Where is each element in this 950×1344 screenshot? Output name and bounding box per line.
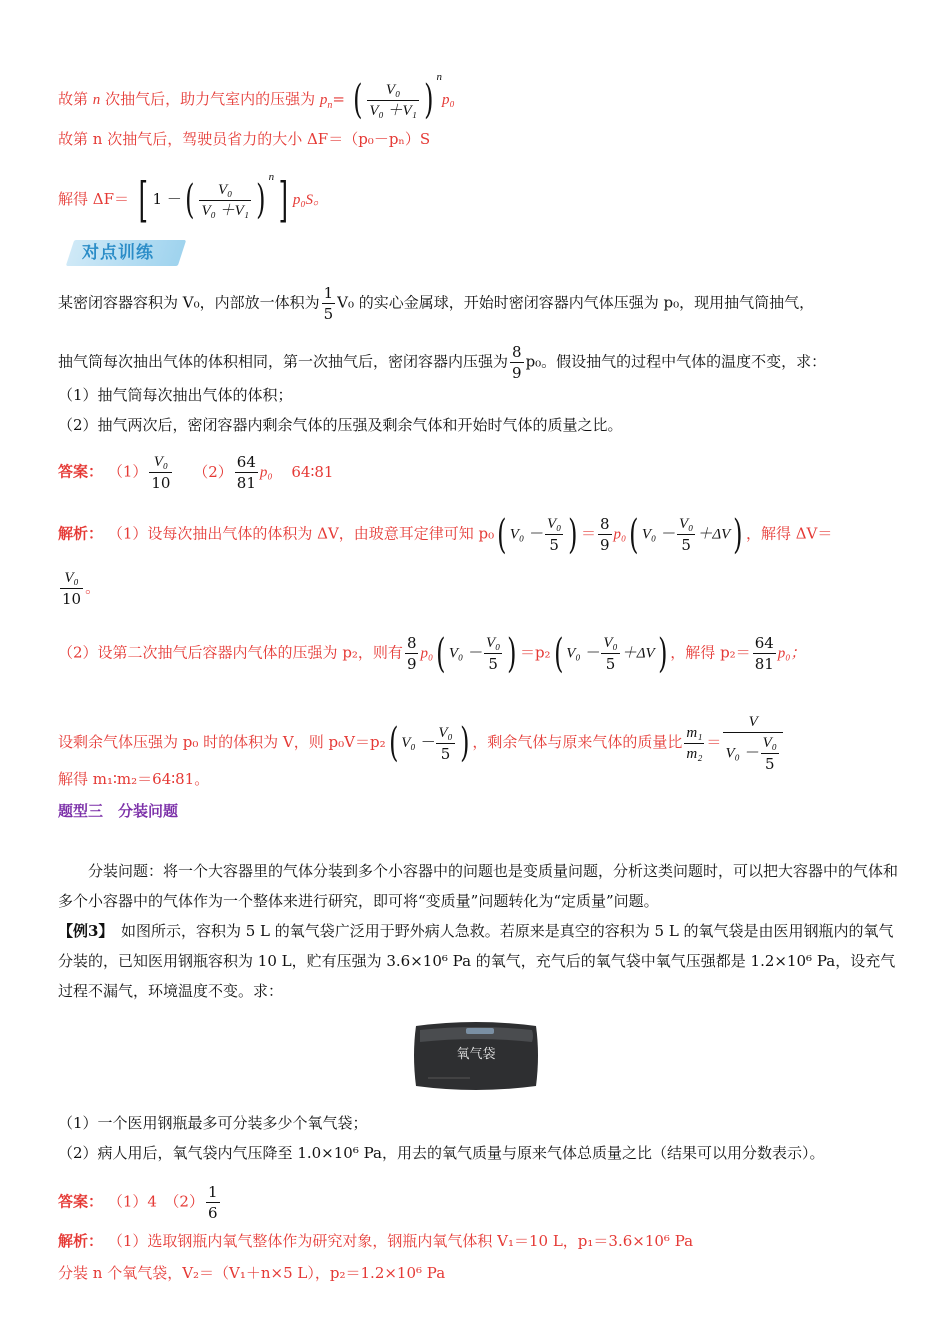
- answer-label: 答案: [58, 462, 89, 481]
- denominator: 6: [207, 1204, 218, 1222]
- ratio: 64∶81: [291, 462, 334, 481]
- numerator: 8: [406, 634, 417, 652]
- fraction: [484, 633, 502, 674]
- numerator: V₀: [603, 635, 618, 651]
- var-p0: p₀: [259, 464, 273, 481]
- numerator: m₁: [686, 724, 703, 741]
- example-tag: 【例3】: [58, 922, 106, 940]
- colon: ：: [88, 462, 104, 481]
- fraction: [206, 1182, 220, 1223]
- question-4: （2）病人用后，氧气袋内气压降至 1.0×10⁶ Pa，用去的氧气质量与原来气体总质量之比（结果可以用分数表示）。: [58, 1144, 825, 1162]
- text: V₀ －: [566, 645, 600, 662]
- text: ＝p₂: [519, 643, 551, 662]
- derivation-line-2: 故第 n 次抽气后，驾驶员省力的大小 ΔF＝（p₀－pₙ）S: [58, 130, 431, 148]
- fraction: [598, 514, 612, 555]
- fraction: [510, 342, 524, 383]
- text: ＋ΔV: [697, 526, 731, 543]
- right-paren: ): [568, 511, 578, 558]
- numerator: V₀: [153, 454, 169, 470]
- right-paren: ): [507, 630, 517, 677]
- denominator: 5: [484, 653, 502, 674]
- right-bracket: ]: [278, 172, 289, 228]
- text: 故第: [58, 90, 89, 108]
- numerator: 1: [323, 284, 334, 302]
- fraction: [436, 723, 454, 764]
- text: p₀；: [777, 645, 806, 662]
- analysis-line-2: [58, 568, 100, 609]
- section-heading: 题型三 分装问题: [58, 802, 179, 820]
- fraction: [199, 180, 251, 221]
- left-paren: (: [497, 511, 507, 558]
- colon: ：: [88, 1192, 104, 1211]
- denominator: 10: [151, 474, 171, 492]
- numerator: 8: [512, 343, 522, 361]
- numerator: V₀: [385, 81, 401, 98]
- left-paren: (: [352, 77, 363, 123]
- question-2: （2）抽气两次后，密闭容器内剩余气体的压强及剩余气体和开始时气体的质量之比。: [58, 416, 623, 434]
- text: ，解得 p₂＝: [670, 643, 751, 662]
- fraction: [723, 712, 783, 774]
- problem-line-2: [58, 342, 826, 383]
- intro-paragraph: 分装问题：将一个大容器里的气体分装到多个小容器中的问题也是变质量问题，分析这类问题时，可以把大容器中的气体和多个小容器中的气体作为一个整体来进行研究，即可将“变质量”问题转化为“定质量”问题。: [58, 862, 899, 910]
- numerator: 64: [754, 634, 774, 652]
- numerator: V₀: [762, 735, 777, 751]
- equals: ＝: [706, 733, 722, 751]
- denominator: 5: [601, 653, 619, 674]
- right-paren: ): [256, 177, 266, 223]
- question-3: （1）一个医用钢瓶最多可分装多少个氧气袋；: [58, 1114, 368, 1132]
- denominator: 81: [754, 655, 774, 673]
- equals: =: [332, 90, 345, 108]
- analysis-label: 解析: [58, 1232, 89, 1250]
- text: V₀ －: [725, 745, 759, 762]
- section-badge-label: 对点训练: [82, 243, 154, 263]
- left-paren: (: [553, 630, 564, 677]
- derivation-line-1: 故第 n 次抽气后，助力气室内的压强为 $p_n=$ ( $\frac{\text{V₀}}{\text{V₀ ＋V₁}}$ ) $^n$p₀: [58, 71, 455, 123]
- text: 设剩余气体压强为 p₀ 时的体积为 V，则 p₀V＝p₂: [58, 733, 386, 751]
- analysis2-line-1: 解析： （1）选取钢瓶内氧气整体作为研究对象，钢瓶内氧气体积 V₁＝10 L，p₁＝3.6×10⁶ Pa: [58, 1232, 694, 1250]
- var-n: n: [92, 92, 101, 108]
- denominator: 5: [677, 534, 695, 555]
- denominator: 5: [323, 305, 334, 323]
- problem-line-1: [58, 283, 814, 324]
- fraction: [601, 633, 619, 674]
- exponent: n: [268, 171, 275, 183]
- question-1: （1）抽气筒每次抽出气体的体积；: [58, 386, 293, 404]
- fraction: [60, 568, 83, 609]
- right-paren: ): [423, 77, 434, 123]
- denominator: 5: [545, 534, 563, 555]
- text: 。: [85, 578, 101, 597]
- text: 抽气筒每次抽出气体的体积相同，第一次抽气后，密闭容器内压强为: [58, 352, 509, 371]
- numerator: 1: [207, 1183, 218, 1201]
- denominator: V₀ ＋V₁: [367, 100, 419, 121]
- text: （2）: [193, 462, 233, 481]
- analysis-line-4: [58, 712, 785, 774]
- var-p0: p₀: [441, 92, 455, 108]
- example-text: 如图所示，容积为 5 L 的氧气袋广泛用于野外病人急救。若原来是真空的容积为 5 L 的氧气袋是由医用钢瓶内的氧气分装的，已知医用钢瓶容积为 10 L，贮有压强为 3.6×10⁶ Pa 的氧气，充气后的氧气袋中氧气压强都是 1.2×10⁶ Pa，设充气过程不漏气，环境温度不变。求：: [58, 922, 896, 1000]
- denominator: m₂: [684, 743, 704, 764]
- fraction: [367, 80, 419, 121]
- text: p₀S。: [292, 192, 329, 208]
- fraction: [322, 283, 336, 324]
- oxygen-bag-image: [410, 1016, 542, 1094]
- var-p0: p₀: [613, 526, 627, 543]
- text: V₀ －: [641, 526, 675, 543]
- left-paren: (: [436, 630, 446, 677]
- analysis-label: 解析: [58, 524, 89, 543]
- right-paren: ): [657, 630, 668, 677]
- left-paren: (: [184, 177, 195, 223]
- denominator: 9: [406, 655, 417, 673]
- text: V₀ 的实心金属球，开始时密闭容器内气体压强为 p₀，现用抽气筒抽气，: [337, 293, 815, 312]
- fraction: [753, 633, 776, 674]
- exponent: n: [436, 71, 442, 83]
- numerator: V: [748, 714, 758, 730]
- left-paren: (: [629, 511, 639, 558]
- fraction: [761, 733, 779, 774]
- var-pn: p: [319, 92, 328, 108]
- text: 某密闭容器容积为 V₀，内部放一体积为: [58, 293, 320, 312]
- text: V₀ －: [509, 526, 543, 543]
- answer-line-2: [58, 1182, 222, 1223]
- fraction: [677, 514, 695, 555]
- denominator: 9: [512, 364, 522, 382]
- left-paren: (: [388, 720, 399, 766]
- example-paragraph: [58, 916, 898, 1006]
- numerator: V₀: [218, 181, 233, 198]
- fraction: [235, 452, 258, 493]
- analysis-line-1: 解析： （1）设每次抽出气体的体积为 ΔV，由玻意耳定律可知 p₀( V₀ － $\frac{\text{V₀}}{5}$ ) ＝ $\frac{8}{9}$ p₀( V₀ － $\frac{\text{V₀}}{5}$ ＋ΔV) ，解得 ΔV＝: [58, 511, 833, 558]
- numerator: V₀: [546, 516, 562, 532]
- text: （1）: [107, 462, 148, 481]
- denominator: 5: [436, 743, 454, 764]
- text: 解得 ΔF＝: [58, 190, 130, 208]
- numerator: V₀: [64, 570, 79, 586]
- right-paren: ): [733, 511, 743, 558]
- text: （1）4 （2）: [107, 1192, 204, 1211]
- numerator: V₀: [438, 724, 453, 741]
- numerator: V₀: [485, 635, 501, 651]
- text: （1）选取钢瓶内氧气整体作为研究对象，钢瓶内氧气体积 V₁＝10 L，p₁＝3.6×10⁶ Pa: [107, 1232, 694, 1250]
- text: （1）设每次抽出气体的体积为 ΔV，由玻意耳定律可知 p₀: [107, 524, 495, 543]
- one-minus: 1 －: [152, 190, 182, 208]
- var-p0: p₀: [420, 645, 434, 662]
- text: 次抽气后，助力气室内的压强为: [105, 90, 316, 108]
- fraction: [149, 452, 172, 493]
- text: ＋ΔV: [621, 645, 655, 662]
- answer-label: 答案: [58, 1192, 89, 1211]
- numerator: 8: [599, 515, 610, 533]
- fraction: [545, 514, 563, 555]
- derivation-line-3: [58, 166, 329, 228]
- analysis-line-3: [58, 630, 806, 677]
- text: （2）设第二次抽气后容器内气体的压强为 p₂，则有: [58, 643, 403, 662]
- denominator: V₀ ＋V₁: [199, 200, 251, 221]
- text: p₀。假设抽气的过程中气体的温度不变，求：: [525, 352, 827, 371]
- equals: ＝: [580, 524, 596, 543]
- numerator: 64: [236, 453, 256, 471]
- answer-line-1: [58, 452, 333, 493]
- denominator: 9: [599, 536, 610, 554]
- fraction: [405, 633, 419, 674]
- text: ，剩余气体与原来气体的质量比: [472, 733, 683, 751]
- fraction: [684, 723, 704, 764]
- numerator: V₀: [678, 516, 694, 532]
- denominator: 10: [62, 590, 82, 608]
- text: V₀ －: [401, 735, 435, 751]
- denominator: 81: [236, 474, 256, 492]
- text: ，解得 ΔV＝: [745, 524, 833, 543]
- analysis-line-5: 解得 m₁∶m₂＝64∶81。: [58, 770, 210, 788]
- denominator: 5: [761, 753, 779, 774]
- bag-label: 氧气袋: [456, 1047, 496, 1062]
- left-bracket: [: [138, 172, 148, 228]
- analysis2-line-2: 分装 n 个氧气袋，V₂＝（V₁＋n×5 L），p₂＝1.2×10⁶ Pa: [58, 1264, 446, 1282]
- right-paren: ): [459, 720, 470, 766]
- text: V₀ －: [448, 645, 482, 662]
